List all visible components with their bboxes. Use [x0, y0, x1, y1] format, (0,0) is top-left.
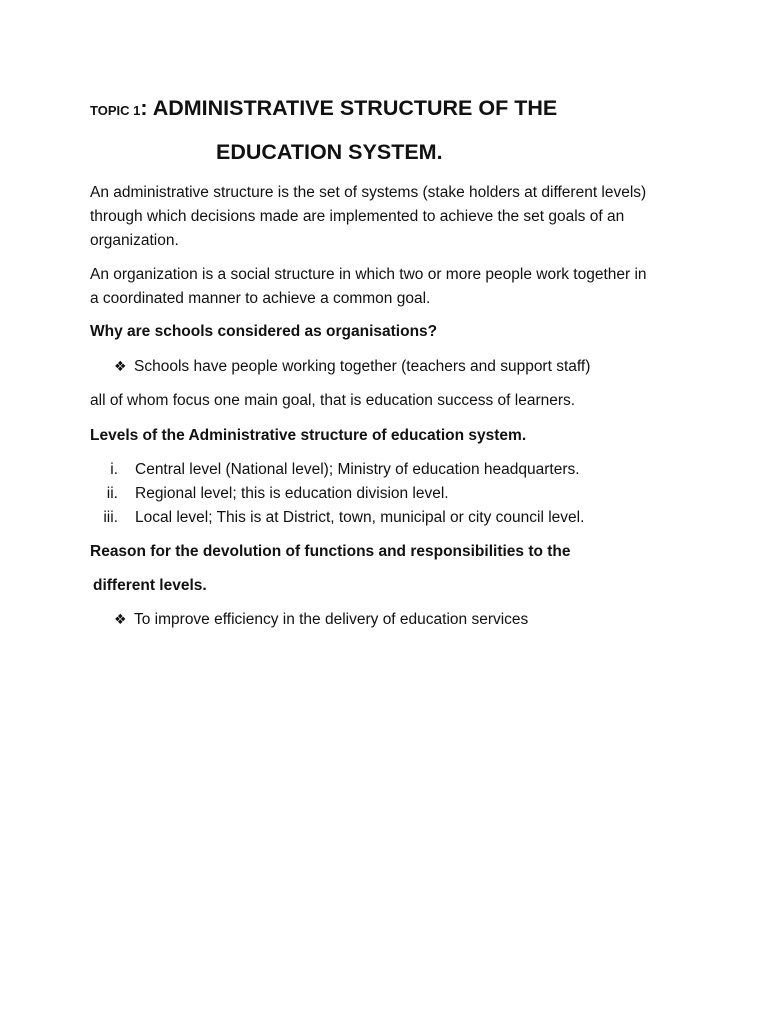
paragraph-definition	[90, 181, 690, 253]
diamond-bullet-icon: ❖	[114, 612, 127, 628]
page-title-line-1	[90, 96, 557, 121]
list-item-text: Local level; This is at District, town, municipal or city council level.	[135, 509, 585, 526]
paragraph-line: a coordinated manner to achieve a common goal.	[90, 290, 431, 307]
page-title-line-2: EDUCATION SYSTEM.	[216, 140, 443, 164]
bullet-item	[114, 355, 590, 379]
paragraph-line: An administrative structure is the set of systems (stake holders at different levels)	[90, 184, 647, 201]
list-item-text: Regional level; this is education division level.	[135, 485, 449, 502]
paragraph-line: organization.	[90, 232, 179, 249]
paragraph-line: through which decisions made are implemented to achieve the set goals of an	[90, 208, 625, 225]
section-heading-devolution-line-1: Reason for the devolution of functions and responsibilities to the	[90, 543, 571, 560]
list-item-text: Central level (National level); Ministry of education headquarters.	[135, 461, 580, 478]
section-heading-schools: Why are schools considered as organisations?	[90, 323, 438, 340]
paragraph-continuation	[90, 389, 690, 413]
list-marker: i.	[110, 461, 118, 478]
paragraph-line: An organization is a social structure in which two or more people work together in	[90, 266, 647, 283]
diamond-bullet-icon: ❖	[114, 359, 127, 375]
title-colon: :	[140, 96, 153, 120]
list-marker: ii.	[106, 485, 118, 502]
title-text-line-1: ADMINISTRATIVE STRUCTURE OF THE	[152, 96, 558, 120]
paragraph-line: all of whom focus one main goal, that is education success of learners.	[90, 392, 576, 409]
paragraph-organization	[90, 263, 690, 311]
list-marker: iii.	[103, 509, 118, 526]
section-heading-devolution-line-2: different levels.	[93, 577, 207, 594]
bullet-text: Schools have people working together (teachers and support staff)	[134, 358, 591, 375]
bullet-text: To improve efficiency in the delivery of education services	[134, 611, 529, 628]
topic-label: TOPIC 1	[90, 103, 141, 118]
section-heading-levels: Levels of the Administrative structure of education system.	[90, 427, 527, 444]
bullet-item	[114, 608, 528, 632]
